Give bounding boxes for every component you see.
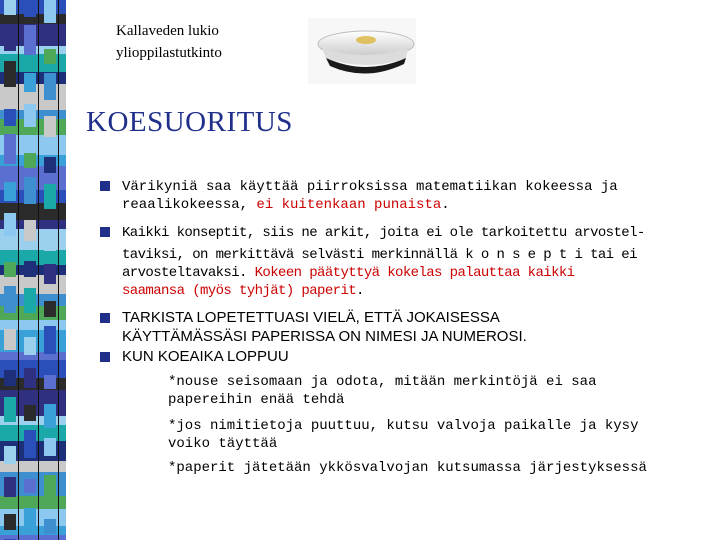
stripe-block (24, 508, 36, 532)
bullet-4-line-1: KUN KOEAIKA LOPPUU (122, 348, 289, 365)
stripe-block (24, 177, 36, 204)
bullet-2-line-1: Kaikki konseptit, siis ne arkit, joita ei ole tarkoitettu arvostel- (122, 225, 645, 241)
stripe-block (24, 220, 36, 241)
square-bullet-icon (100, 313, 110, 323)
stripe-block (24, 73, 36, 92)
stripe-block (4, 262, 16, 277)
stripe-block (4, 0, 16, 15)
stripe-block (24, 430, 36, 458)
stripe-block (44, 184, 56, 209)
stripe-block (44, 475, 56, 507)
stripe-block (24, 25, 36, 55)
stripe-divider (18, 0, 19, 540)
stripe-block (44, 233, 56, 251)
stripe-block (4, 446, 16, 464)
stripe-block (44, 157, 56, 173)
subitem-2-line-2: voiko täyttää (168, 436, 278, 452)
school-header (116, 20, 222, 64)
bullet-3-line-1: TARKISTA LOPETETTUASI VIELÄ, ETTÄ JOKAISESSA (122, 309, 500, 326)
bullet-3-line-2: KÄYTTÄMÄSSÄSI PAPERISSA ON NIMESI JA NUMEROSI. (122, 328, 527, 345)
bullet-1-emphasis: ei kuitenkaan punaista (256, 197, 442, 213)
stripe-block (44, 49, 56, 64)
stripe-block (44, 519, 56, 534)
subitem-1-line-1: *nouse seisomaan ja odota, mitään merkintöjä ei saa (168, 374, 597, 390)
stripe-block (4, 329, 16, 350)
decorative-stripe (0, 0, 66, 540)
stripe-block (24, 405, 36, 421)
stripe-block (4, 514, 16, 530)
bullet-1-text: reaalikokeessa, (122, 197, 257, 213)
exam-name: ylioppilastutkinto (116, 45, 222, 61)
bullet-1-line-2 (122, 196, 450, 214)
stripe-block (44, 264, 56, 284)
stripe-block (44, 375, 56, 389)
square-bullet-icon (100, 181, 110, 191)
stripe-block (44, 73, 56, 100)
stripe-block (4, 109, 16, 126)
stripe-block (44, 301, 56, 317)
square-bullet-icon (100, 352, 110, 362)
bullet-1-tail: . (441, 197, 450, 213)
graduation-cap-icon (308, 18, 416, 84)
page-title: KOESUORITUS (86, 106, 293, 138)
stripe-block (44, 0, 56, 23)
stripe-block (4, 134, 16, 164)
stripe-divider (38, 0, 39, 540)
stripe-block (24, 0, 36, 17)
subitem-2-line-1: *jos nimitietoja puuttuu, kutsu valvoja paikalle ja kysy (168, 418, 639, 434)
subitem-1-line-2: papereihin enää tehdä (168, 392, 345, 408)
stripe-block (4, 397, 16, 422)
stripe-block (4, 29, 16, 51)
bullet-2-text: arvosteltavaksi. (122, 265, 255, 281)
stripe-block (4, 286, 16, 313)
stripe-block (44, 404, 56, 428)
stripe-block (24, 288, 36, 313)
bullet-2-emphasis-b: saamansa (myös tyhjät) paperit (122, 283, 357, 299)
bullet-2-line-2: taviksi, on merkittävä selvästi merkinnällä k o n s e p t i tai ei (122, 247, 637, 263)
stripe-divider (58, 0, 59, 540)
stripe-block (44, 326, 56, 354)
bullet-2-emphasis-a: Kokeen päätyttyä kokelas palauttaa kaikki (254, 265, 575, 281)
subitem-3-line-1: *paperit jätetään ykkösvalvojan kutsumassa järjestyksessä (168, 460, 647, 476)
school-name: Kallaveden lukio (116, 23, 219, 39)
bullet-2-line-3 (122, 264, 574, 282)
stripe-block (24, 337, 36, 355)
stripe-block (24, 104, 36, 127)
stripe-block (24, 261, 36, 277)
bullet-1-line-1: Värikyniä saa käyttää piirroksissa matematiikan kokeessa ja (122, 179, 618, 195)
bullet-2-tail: . (356, 283, 364, 299)
square-bullet-icon (100, 227, 110, 237)
stripe-block (44, 438, 56, 456)
stripe-block (4, 182, 16, 201)
bullet-2-line-4 (122, 282, 364, 300)
stripe-block (24, 368, 36, 388)
stripe-block (44, 116, 56, 137)
stripe-block (4, 213, 16, 236)
stripe-block (24, 153, 36, 168)
stripe-block (24, 479, 36, 493)
stripe-block (4, 61, 16, 87)
stripe-block (4, 477, 16, 497)
stripe-block (4, 370, 16, 386)
